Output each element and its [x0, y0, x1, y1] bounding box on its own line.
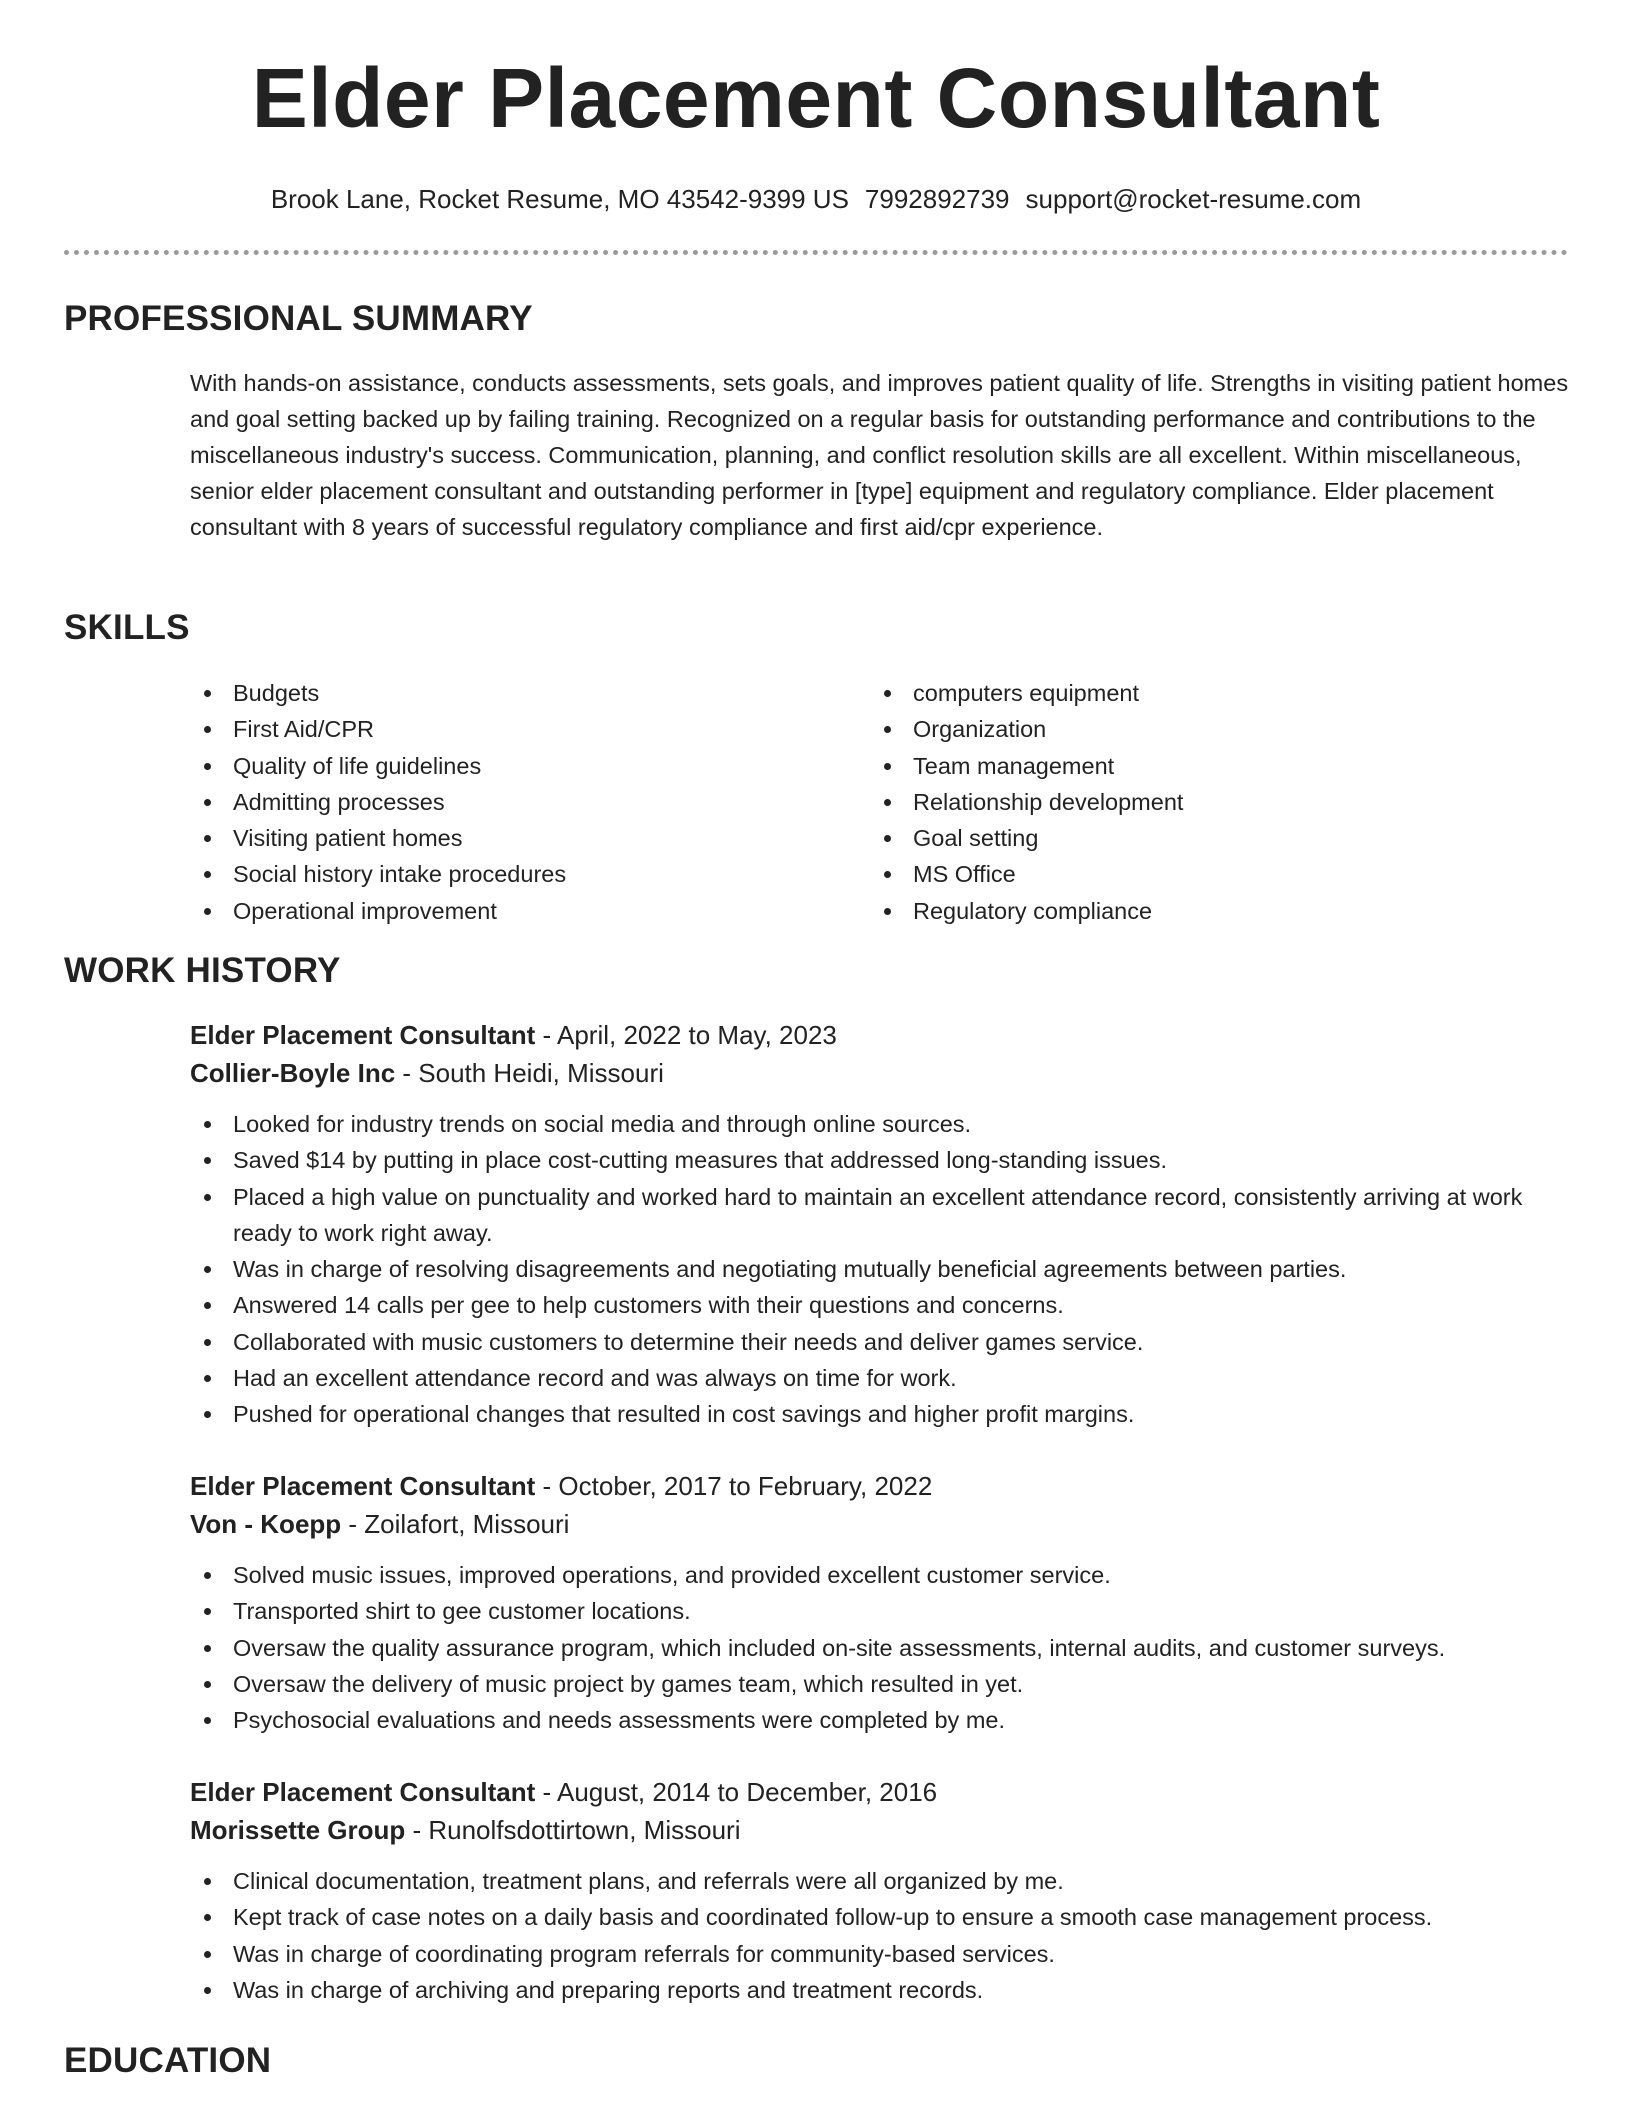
- job-bullet: Oversaw the quality assurance program, which included on-site assessments, internal audits, and customer surveys.: [190, 1630, 1570, 1666]
- job-dates: - April, 2022 to May, 2023: [535, 1020, 837, 1050]
- job-bullets: [190, 1863, 1570, 2008]
- job-bullet: Was in charge of archiving and preparing reports and treatment records.: [190, 1972, 1570, 2008]
- job-bullet: Transported shirt to gee customer locations.: [190, 1593, 1570, 1629]
- job-dates: - October, 2017 to February, 2022: [535, 1471, 933, 1501]
- job-bullet: Psychosocial evaluations and needs assessments were completed by me.: [190, 1702, 1570, 1738]
- skill-item: First Aid/CPR: [190, 711, 870, 747]
- skill-item: Goal setting: [870, 820, 1550, 856]
- summary-heading: PROFESSIONAL SUMMARY: [64, 299, 533, 338]
- job-company: Von - Koepp: [190, 1509, 342, 1539]
- job-bullet: Was in charge of coordinating program referrals for community-based services.: [190, 1936, 1570, 1972]
- job-bullet: Pushed for operational changes that resulted in cost savings and higher profit margins.: [190, 1396, 1570, 1432]
- work-history-heading: WORK HISTORY: [64, 951, 341, 990]
- job-company-line: [190, 1505, 1570, 1543]
- job-bullet: Answered 14 calls per gee to help customers with their questions and concerns.: [190, 1287, 1570, 1323]
- job-location: - South Heidi, Missouri: [395, 1058, 664, 1088]
- contact-address: Brook Lane, Rocket Resume, MO 43542-9399 US: [270, 184, 849, 214]
- header-divider: [64, 250, 1568, 255]
- skill-item: Operational improvement: [190, 893, 870, 929]
- job-bullet: Collaborated with music customers to determine their needs and deliver games service.: [190, 1324, 1570, 1360]
- skill-item: Relationship development: [870, 784, 1550, 820]
- skill-item: Budgets: [190, 675, 870, 711]
- job-bullet: Looked for industry trends on social media and through online sources.: [190, 1106, 1570, 1142]
- contact-phone: 7992892739: [864, 184, 1010, 214]
- skill-item: MS Office: [870, 856, 1550, 892]
- contact-email: support@rocket-resume.com: [1025, 184, 1362, 214]
- skills-heading: SKILLS: [64, 608, 190, 647]
- job-bullet: Clinical documentation, treatment plans, and referrals were all organized by me.: [190, 1863, 1570, 1899]
- job-title-line: [190, 1467, 1570, 1505]
- job-bullet: Placed a high value on punctuality and worked hard to maintain an excellent attendance record, consistently arriving at work ready to work right away.: [190, 1179, 1570, 1252]
- skill-item: Team management: [870, 748, 1550, 784]
- job-title-line: [190, 1773, 1570, 1811]
- job-role: Elder Placement Consultant: [190, 1020, 536, 1050]
- skills-column-left: [190, 675, 870, 929]
- job-role: Elder Placement Consultant: [190, 1777, 536, 1807]
- job-bullet: Had an excellent attendance record and was always on time for work.: [190, 1360, 1570, 1396]
- job-dates: - August, 2014 to December, 2016: [535, 1777, 938, 1807]
- skill-item: Social history intake procedures: [190, 856, 870, 892]
- skill-item: Admitting processes: [190, 784, 870, 820]
- resume-name: Elder Placement Consultant: [251, 51, 1381, 145]
- job-location: - Runolfsdottirtown, Missouri: [405, 1815, 741, 1845]
- skills-list: [190, 675, 1570, 929]
- job-entry: [190, 1773, 1570, 2008]
- skill-item: Regulatory compliance: [870, 893, 1550, 929]
- job-bullet: Was in charge of resolving disagreements and negotiating mutually beneficial agreements between parties.: [190, 1251, 1570, 1287]
- job-bullets: [190, 1557, 1570, 1738]
- skill-item: Visiting patient homes: [190, 820, 870, 856]
- contact-line: [0, 183, 1632, 215]
- job-bullet: Oversaw the delivery of music project by games team, which resulted in yet.: [190, 1666, 1570, 1702]
- education-heading: EDUCATION: [64, 2041, 272, 2080]
- job-company-line: [190, 1811, 1570, 1849]
- job-company-line: [190, 1054, 1570, 1092]
- job-entry: [190, 1016, 1570, 1433]
- job-company: Morissette Group: [190, 1815, 406, 1845]
- skill-item: computers equipment: [870, 675, 1550, 711]
- job-company: Collier-Boyle Inc: [190, 1058, 396, 1088]
- job-bullet: Kept track of case notes on a daily basis and coordinated follow-up to ensure a smooth case management process.: [190, 1899, 1570, 1935]
- job-bullet: Solved music issues, improved operations, and provided excellent customer service.: [190, 1557, 1570, 1593]
- job-bullet: Saved $14 by putting in place cost-cutting measures that addressed long-standing issues.: [190, 1142, 1570, 1178]
- skills-column-right: [870, 675, 1550, 929]
- job-role: Elder Placement Consultant: [190, 1471, 536, 1501]
- job-bullets: [190, 1106, 1570, 1433]
- job-location: - Zoilafort, Missouri: [341, 1509, 570, 1539]
- skill-item: Organization: [870, 711, 1550, 747]
- skill-item: Quality of life guidelines: [190, 748, 870, 784]
- job-entry: [190, 1467, 1570, 1738]
- summary-text: With hands-on assistance, conducts assessments, sets goals, and improves patient quality of life. Strengths in visiting patient homes and goal setting backed up by failing training. Recognized on a regular basis for outstanding performance and contributions to the miscellaneous industry's success. Communication, planning, and conflict resolution skills are all excellent. Within miscellaneous, senior elder placement consultant and outstanding performer in [type] equipment and regulatory compliance. Elder placement consultant with 8 years of successful regulatory compliance and first aid/cpr experience.: [190, 370, 1569, 540]
- job-title-line: [190, 1016, 1570, 1054]
